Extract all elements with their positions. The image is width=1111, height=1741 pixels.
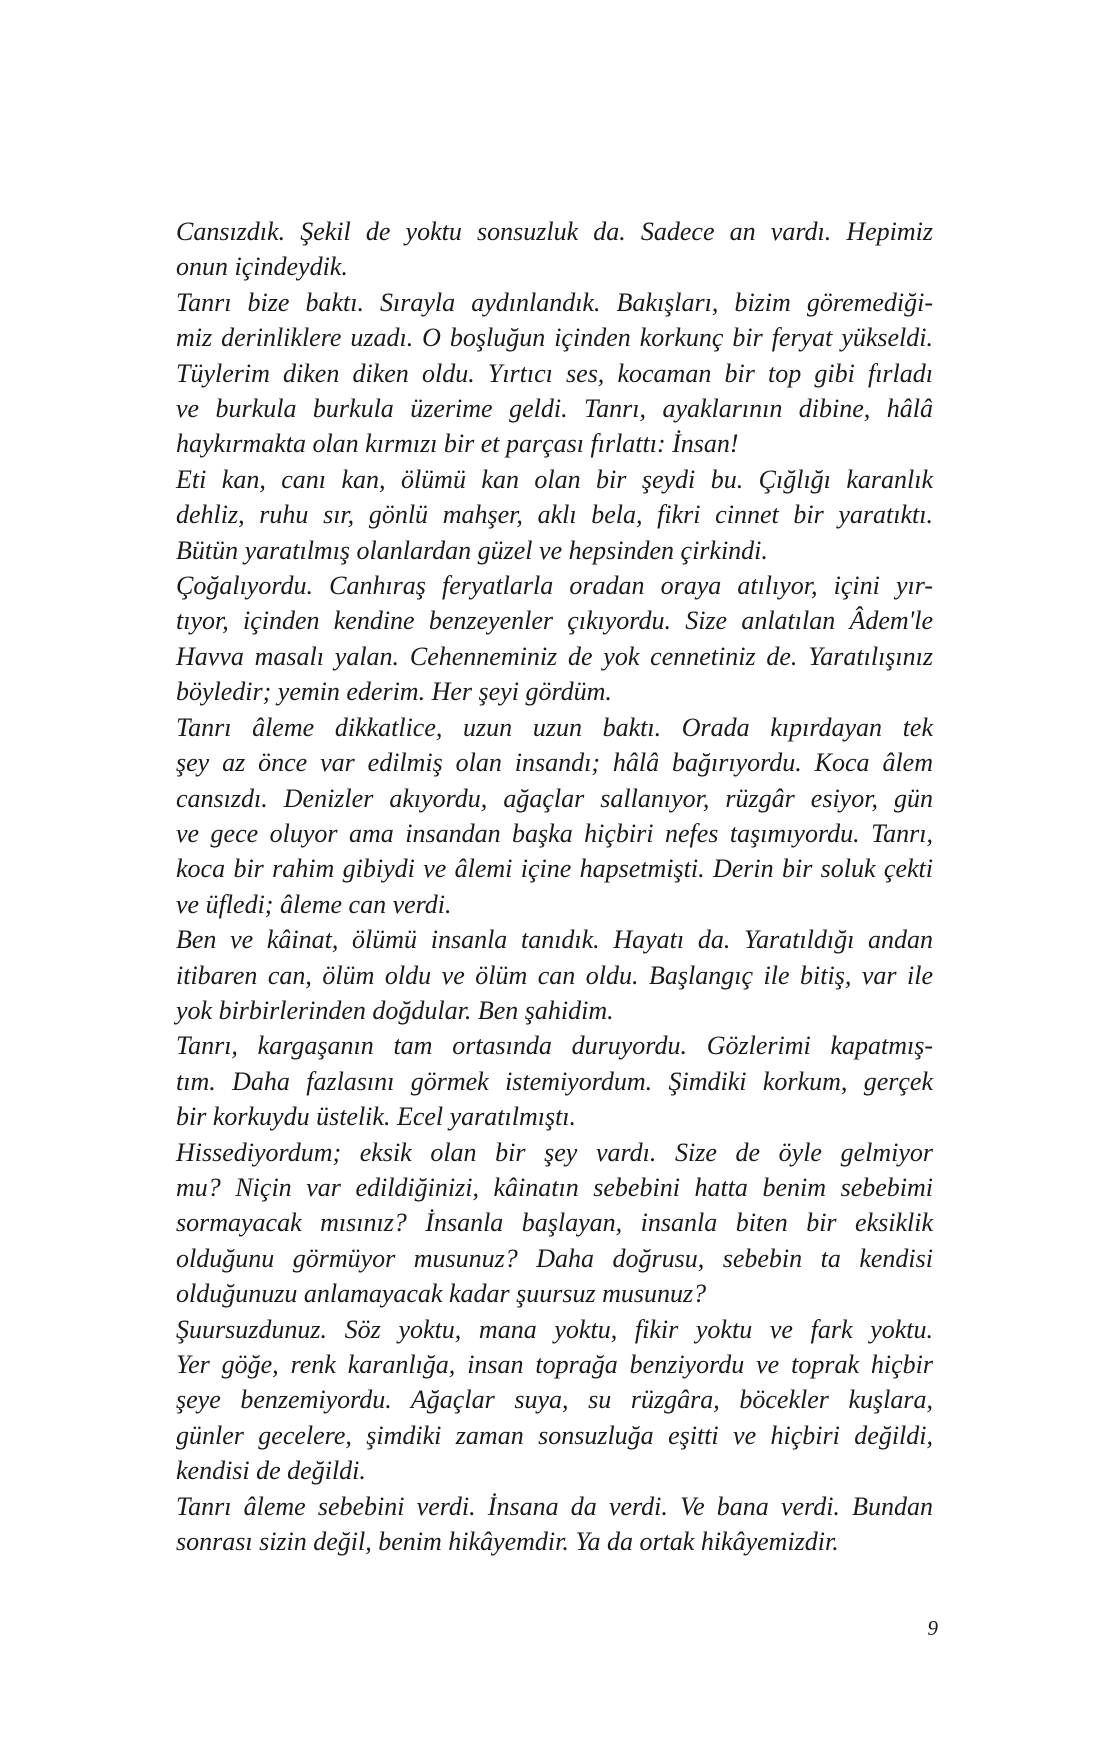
paragraph [176,710,933,922]
text-line: şeye benzemiyordu. Ağaçlar suya, su rüzgâra, böcekler kuşlara, [176,1385,933,1415]
text-line: itibaren can, ölüm oldu ve ölüm can oldu. Başlangıç ile bitiş, var ile [176,960,933,990]
text-line: şey az önce var edilmiş olan insandı; hâlâ bağırıyordu. Koca âlem [176,748,933,778]
paragraph [176,1489,933,1560]
text-line: miz derinliklere uzadı. O boşluğun içinden korkunç bir feryat yükseldi. [176,323,933,353]
text-line: sormayacak mısınız? İnsanla başlayan, insanla biten bir eksiklik [176,1208,933,1238]
text-line: ve üfledi; âleme can verdi. [176,889,452,919]
text-line: günler gecelere, şimdiki zaman sonsuzluğa eşitti ve hiçbiri değildi, [176,1420,933,1450]
text-line: Çoğalıyordu. Canhıraş feryatlarla oradan oraya atılıyor, içini yır- [176,571,933,601]
text-line: Tanrı âleme dikkatlice, uzun uzun baktı. Orada kıpırdayan tek [176,712,933,742]
text-line: Bütün yaratılmış olanlardan güzel ve hepsinden çirkindi. [176,535,768,565]
text-line: yok birbirlerinden doğdular. Ben şahidim. [176,995,614,1025]
paragraph [176,1135,933,1312]
text-line: Ben ve kâinat, ölümü insanla tanıdık. Hayatı da. Yaratıldığı andan [176,925,933,955]
text-line: Havva masalı yalan. Cehenneminiz de yok cennetiniz de. Yaratılışınız [176,641,933,671]
text-line: Yer göğe, renk karanlığa, insan toprağa benziyordu ve toprak hiçbir [176,1350,933,1379]
paragraph [176,214,933,285]
text-line: bir korkuydu üstelik. Ecel yaratılmıştı. [176,1102,577,1132]
text-line: haykırmakta olan kırmızı bir et parçası fırlattı: İnsan! [176,429,739,459]
body-text [176,214,933,1559]
text-line: mu? Niçin var edildiğinizi, kâinatın sebebini hatta benim sebebimi [176,1172,933,1202]
text-line: dehliz, ruhu sır, gönlü mahşer, aklı bela, fikri cinnet bir yaratıktı. [176,500,933,530]
text-line: böyledir; yemin ederim. Her şeyi gördüm. [176,677,612,707]
paragraph [176,1312,933,1489]
text-line: Tanrı âleme sebebini verdi. İnsana da verdi. Ve bana verdi. Bundan [176,1491,933,1521]
text-line: olduğunuzu anlamayacak kadar şuursuz musunuz? [176,1279,707,1309]
text-line: kendisi de değildi. [176,1456,366,1486]
text-line: tım. Daha fazlasını görmek istemiyordum. Şimdiki korkum, gerçek [176,1066,933,1096]
text-line: ve burkula burkula üzerime geldi. Tanrı, ayaklarının dibine, hâlâ [176,394,933,424]
page-number: 9 [927,1616,938,1640]
text-line: Şuursuzdunuz. Söz yoktu, mana yoktu, fikir yoktu ve fark yoktu. [176,1314,933,1344]
text-line: tıyor, içinden kendine benzeyenler çıkıyordu. Size anlatılan Âdem'le [176,606,933,636]
text-line: Tanrı, kargaşanın tam ortasında duruyordu. Gözlerimi kapatmış- [176,1031,933,1061]
paragraph [176,568,933,710]
text-line: olduğunu görmüyor musunuz? Daha doğrusu, sebebin ta kendisi [176,1243,933,1273]
paragraph [176,1028,933,1134]
text-line: sonrası sizin değil, benim hikâyemdir. Ya da ortak hikâyemizdir. [176,1527,839,1557]
text-line: Tüylerim diken diken oldu. Yırtıcı ses, kocaman bir top gibi fırladı [176,358,933,388]
text-line: koca bir rahim gibiydi ve âlemi içine hapsetmişti. Derin bir soluk çekti [176,854,933,884]
text-line: Tanrı bize baktı. Sırayla aydınlandık. Bakışları, bizim göremediği- [176,287,933,317]
text-line: Eti kan, canı kan, ölümü kan olan bir şeydi bu. Çığlığı karanlık [176,464,933,494]
text-line: ve gece oluyor ama insandan başka hiçbiri nefes taşımıyordu. Tanrı, [176,818,933,848]
paragraph [176,285,933,462]
paragraph [176,922,933,1028]
text-line: cansızdı. Denizler akıyordu, ağaçlar sallanıyor, rüzgâr esiyor, gün [176,783,933,813]
text-line: onun içindeydik. [176,252,348,282]
text-line: Cansızdık. Şekil de yoktu sonsuzluk da. Sadece an vardı. Hepimiz [176,217,933,246]
text-line: Hissediyordum; eksik olan bir şey vardı. Size de öyle gelmiyor [176,1137,933,1167]
paragraph [176,462,933,568]
